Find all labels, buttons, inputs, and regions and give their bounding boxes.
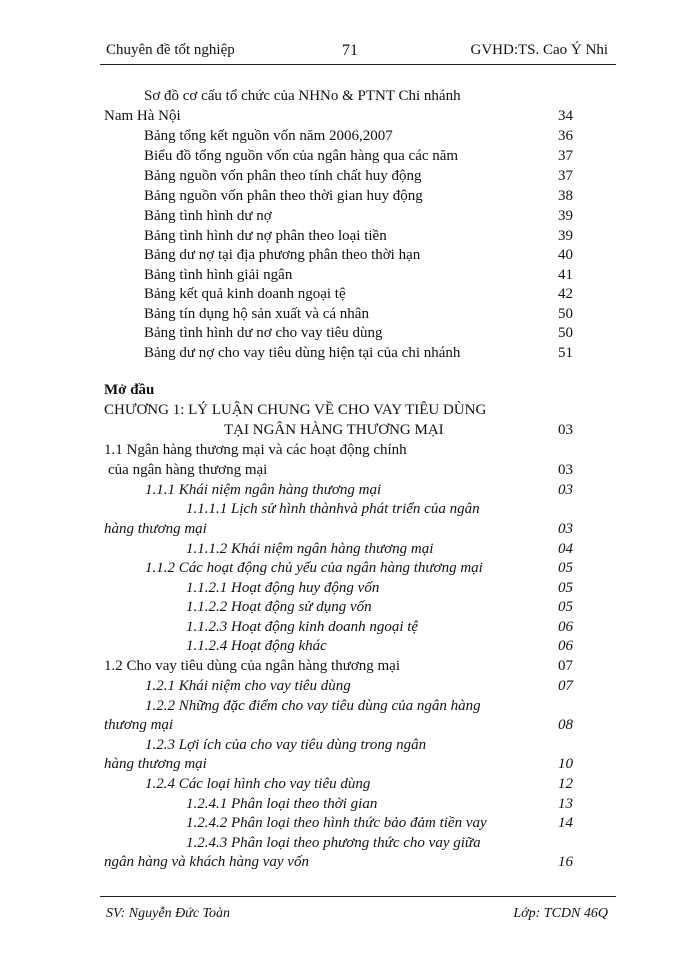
toc-line: Bảng tín dụng hộ sản xuất và cá nhân 50 xyxy=(144,306,573,322)
toc-line: 1.1.2.1 Hoạt động huy động vốn 05 xyxy=(186,580,573,596)
toc-line: 1.1.1 Khái niệm ngân hàng thương mại 03 xyxy=(145,482,573,498)
toc-line: 1.2.4 Các loại hình cho vay tiêu dùng 12 xyxy=(145,776,573,792)
toc-line: 1.2.2 Những đặc điểm cho vay tiêu dùng của ngân hàng xyxy=(145,698,481,714)
toc-line: Sơ đồ cơ cấu tổ chức của NHNo & PTNT Chi nhánh xyxy=(144,88,461,104)
toc-line: 1.1.2.3 Hoạt động kinh doanh ngoại tệ 06 xyxy=(186,619,573,635)
toc-line: Bảng tổng kết nguồn vốn năm 2006,2007 36 xyxy=(144,128,573,144)
toc-line: của ngân hàng thương mại 03 xyxy=(108,462,573,478)
toc-line: hàng thương mại 10 xyxy=(104,756,573,772)
toc-line: 1.1.1.2 Khái niệm ngân hàng thương mại 04 xyxy=(186,541,573,557)
toc-line: ngân hàng và khách hàng vay vốn 16 xyxy=(104,854,573,870)
toc-line: Bảng nguồn vốn phân theo tính chất huy động 37 xyxy=(144,168,573,184)
toc-line: hàng thương mại 03 xyxy=(104,521,573,537)
toc-line: 1.2.1 Khái niệm cho vay tiêu dùng 07 xyxy=(145,678,573,694)
toc-line: Bảng tình hình dư nợ phân theo loại tiền 39 xyxy=(144,228,573,244)
toc-line: Mở đầu xyxy=(104,382,155,398)
header-page-number: 71 xyxy=(342,42,358,59)
footer-right: Lớp: TCDN 46Q xyxy=(513,906,608,921)
toc-line: 1.1.2 Các hoạt động chủ yếu của ngân hàng thương mại 05 xyxy=(145,560,573,576)
header-right: GVHD:TS. Cao Ý Nhi xyxy=(470,42,608,58)
toc-line: 1.1.1.1 Lịch sử hình thànhvà phát triển của ngân xyxy=(186,501,480,517)
toc-line: thương mại 08 xyxy=(104,717,573,733)
toc-line: Bảng dư nợ cho vay tiêu dùng hiện tại của chi nhánh 51 xyxy=(144,345,573,361)
toc-line: Bảng tình hình dư nợ 39 xyxy=(144,208,573,224)
toc-line: 1.1 Ngân hàng thương mại và các hoạt động chính xyxy=(104,442,407,458)
header-rule xyxy=(100,64,616,65)
toc-line: Bảng tình hình dư nơ cho vay tiêu dùng 50 xyxy=(144,325,573,341)
toc-line: 1.2.3 Lợi ích của cho vay tiêu dùng trong ngân xyxy=(145,737,427,753)
toc-line: CHƯƠNG 1: LÝ LUẬN CHUNG VỀ CHO VAY TIÊU DÙNG xyxy=(104,402,487,418)
toc-line: 1.1.2.2 Hoạt động sử dụng vốn 05 xyxy=(186,599,573,615)
header-left: Chuyên đề tốt nghiệp xyxy=(106,42,235,58)
toc-line: Bảng dư nợ tại địa phương phân theo thời hạn 40 xyxy=(144,247,573,263)
toc-line: Biểu đồ tổng nguồn vốn của ngân hàng qua các năm 37 xyxy=(144,148,573,164)
toc-line: 1.1.2.4 Hoạt động khác 06 xyxy=(186,638,573,654)
toc-line: TẠI NGÂN HÀNG THƯƠNG MẠI 03 xyxy=(224,422,573,438)
toc-line: 1.2.4.1 Phân loại theo thời gian 13 xyxy=(186,796,573,812)
toc-line: Nam Hà Nội 34 xyxy=(104,108,573,124)
footer-left: SV: Nguyễn Đức Toàn xyxy=(106,906,231,921)
toc-line: Bảng tình hình giải ngân 41 xyxy=(144,267,573,283)
footer-rule xyxy=(100,896,616,897)
toc-line: 1.2.4.2 Phân loại theo hình thức bảo đảm tiền vay 14 xyxy=(186,815,573,831)
toc-line: Bảng nguồn vốn phân theo thời gian huy động 38 xyxy=(144,188,573,204)
toc-line: Bảng kết quả kinh doanh ngoại tệ 42 xyxy=(144,286,573,302)
toc-line: 1.2 Cho vay tiêu dùng của ngân hàng thương mại 07 xyxy=(104,658,573,674)
toc-line: 1.2.4.3 Phân loại theo phương thức cho vay giữa xyxy=(186,835,481,851)
